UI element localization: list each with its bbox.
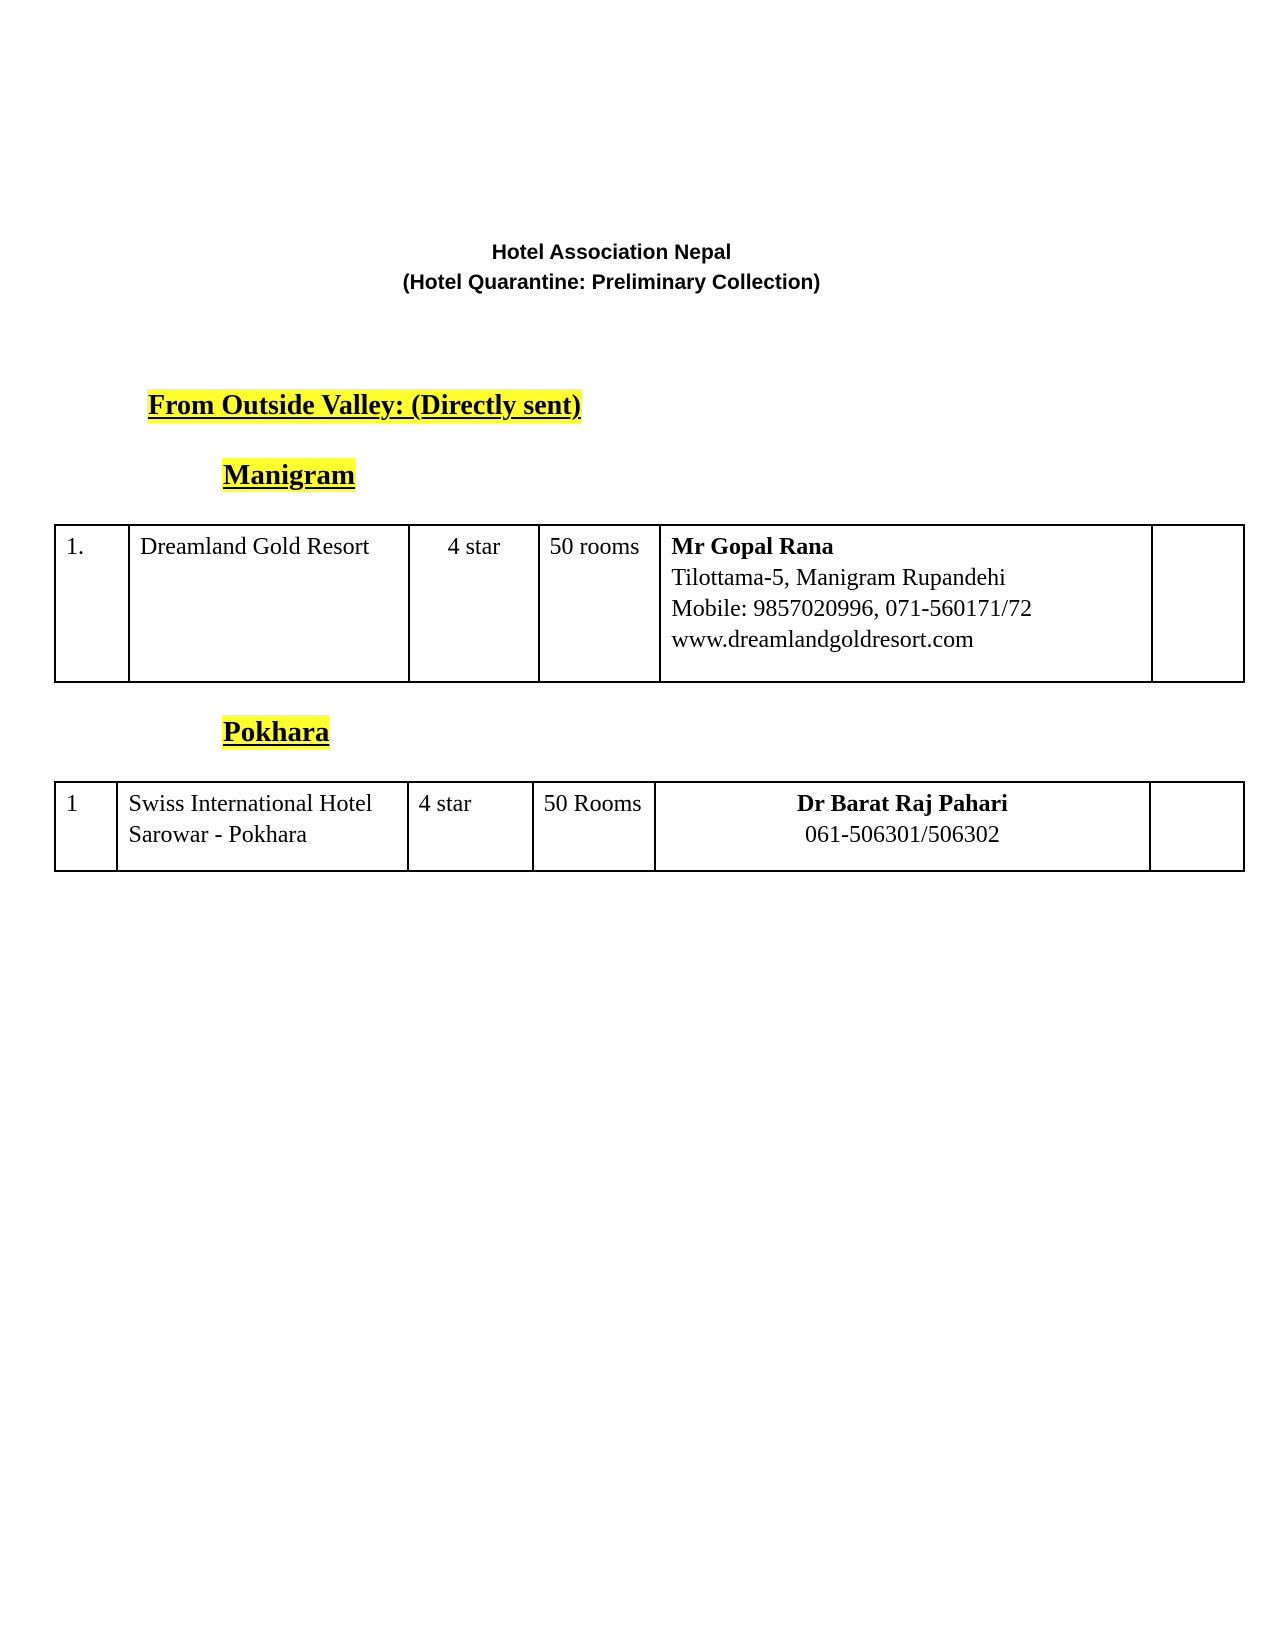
hotel-name-cell: Swiss International Hotel Sarowar - Pokhara <box>117 782 407 871</box>
contact-phone: 061-506301/506302 <box>805 822 1000 848</box>
contact-mobile: Mobile: 9857020996, 071-560171/72 <box>671 596 1033 622</box>
rooms-cell: 50 Rooms <box>533 782 655 871</box>
section-heading: From Outside Valley: (Directly sent) <box>148 390 581 421</box>
star-rating-cell: 4 star <box>409 525 538 682</box>
hotel-table-pokhara <box>54 781 1245 872</box>
hotel-table-manigram <box>54 524 1245 683</box>
contact-cell <box>655 782 1151 871</box>
star-rating-cell: 4 star <box>408 782 533 871</box>
remarks-cell <box>1150 782 1244 871</box>
contact-address: Tilottama-5, Manigram Rupandehi <box>671 565 1006 591</box>
group-heading-manigram: Manigram <box>223 459 356 491</box>
document-title: Hotel Association Nepal <box>491 241 732 264</box>
table-row <box>55 782 1244 871</box>
contact-name: Dr Barat Raj Pahari <box>796 791 1008 817</box>
document-header <box>0 238 1275 298</box>
table-row <box>55 525 1244 682</box>
document-subtitle: (Hotel Quarantine: Preliminary Collection) <box>402 271 821 294</box>
contact-cell <box>660 525 1152 682</box>
remarks-cell <box>1152 525 1244 682</box>
contact-name: Mr Gopal Rana <box>671 534 834 560</box>
hotel-name-cell: Dreamland Gold Resort <box>129 525 409 682</box>
serial-number-cell: 1. <box>55 525 129 682</box>
group-heading-pokhara: Pokhara <box>223 716 330 748</box>
contact-website: www.dreamlandgoldresort.com <box>671 627 974 653</box>
rooms-cell: 50 rooms <box>539 525 661 682</box>
serial-number-cell: 1 <box>55 782 117 871</box>
